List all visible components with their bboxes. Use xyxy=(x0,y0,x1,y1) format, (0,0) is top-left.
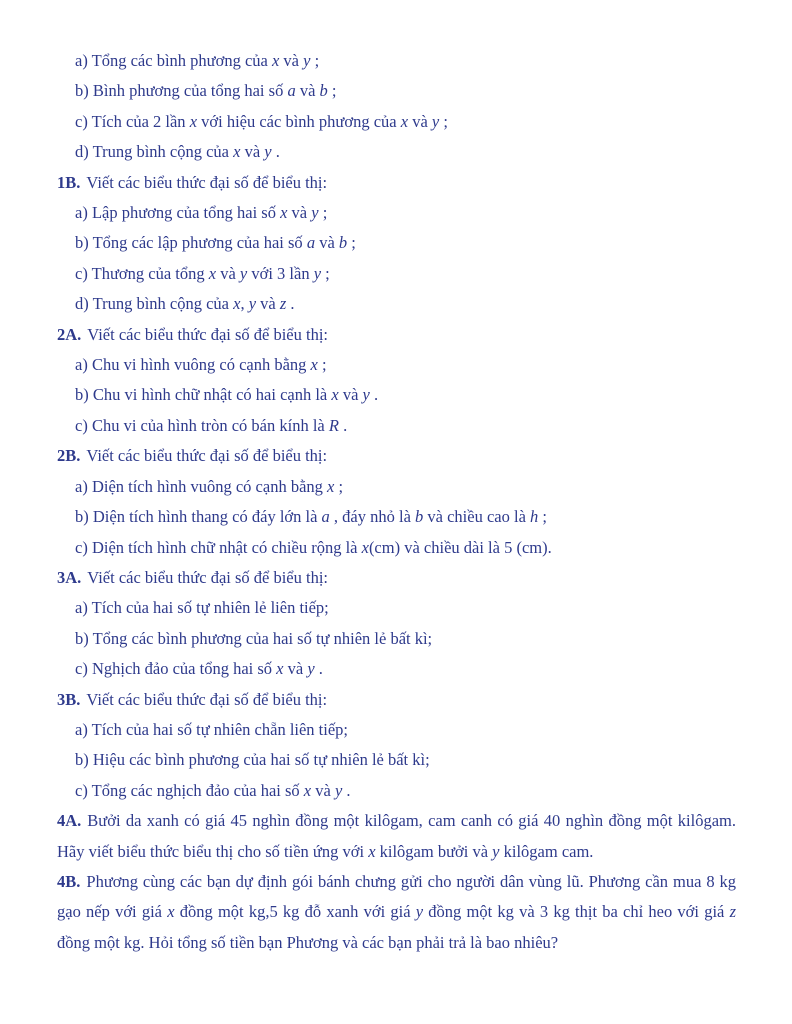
list-item: b) Tổng các bình phương của hai số tự nhiên lẻ bất kì; xyxy=(75,628,433,648)
exercise-prompt: Viết các biểu thức đại số để biểu thị: xyxy=(86,172,328,192)
list-item: d) Trung bình cộng của x và y . xyxy=(75,142,280,162)
list-item: a) Tổng các bình phương của x và y ; xyxy=(75,51,320,70)
exercise-heading xyxy=(57,685,736,715)
list-item: c) Nghịch đảo của tổng hai số x và y . xyxy=(75,659,323,679)
list-item: c) Thương của tổng x và y với 3 lần y ; xyxy=(75,263,330,283)
exercise-4A xyxy=(57,806,736,867)
exercise-label: 2B. xyxy=(57,446,81,466)
list-item: d) Trung bình cộng của x, y và z . xyxy=(75,294,295,314)
exercise-prompt: Viết các biểu thức đại số để biểu thị: xyxy=(86,446,328,466)
list-item: a) Chu vi hình vuông có cạnh bằng x ; xyxy=(75,355,327,375)
exercise-4B xyxy=(57,867,736,958)
exercise-3B xyxy=(57,685,736,807)
list-item: b) Chu vi hình chữ nhật có hai cạnh là x và y . xyxy=(75,385,379,405)
exercise-2B xyxy=(57,441,736,563)
exercise-label: 1B. xyxy=(57,172,81,192)
exercise-1A-continuation xyxy=(57,46,736,168)
exercise-1B xyxy=(57,168,736,320)
exercise-label: 4B. xyxy=(57,871,81,891)
list-item: c) Diện tích hình chữ nhật có chiều rộng là x(cm) và chiều dài là 5 (cm). xyxy=(75,537,552,557)
exercise-paragraph xyxy=(57,867,736,958)
exercise-text: Phương cùng các bạn dự định gói bánh chưng gửi cho người dân vùng lũ. Phương cần mua 8 kg gạo nếp với giá x đồng một kg,5 kg đỗ xanh với giá y đồng một kg và 3 kg thịt ba chỉ heo với giá z đồng một kg. Hỏi tổng số tiền bạn Phương và các bạn phải trả là bao nhiêu? xyxy=(57,871,736,952)
list-item: a) Diện tích hình vuông có cạnh bằng x ; xyxy=(75,476,344,496)
list-item: b) Hiệu các bình phương của hai số tự nhiên lẻ bất kì; xyxy=(75,750,430,770)
exercise-prompt: Viết các biểu thức đại số để biểu thị: xyxy=(87,567,329,587)
list-item: c) Tổng các nghịch đảo của hai số x và y . xyxy=(75,780,351,800)
exercise-label: 3A. xyxy=(57,567,82,587)
exercise-heading xyxy=(57,563,736,593)
list-item: c) Chu vi của hình tròn có bán kính là R . xyxy=(75,415,348,435)
list-item: a) Tích của hai số tự nhiên lẻ liên tiếp; xyxy=(75,598,329,618)
list-item: b) Bình phương của tổng hai số a và b ; xyxy=(75,81,337,101)
exercise-label: 3B. xyxy=(57,689,81,709)
exercise-3A xyxy=(57,563,736,685)
exercise-label: 4A. xyxy=(57,811,82,831)
exercise-paragraph xyxy=(57,806,736,867)
exercise-prompt: Viết các biểu thức đại số để biểu thị: xyxy=(86,689,328,709)
exercise-text: Bưởi da xanh có giá 45 nghìn đồng một kilôgam, cam canh có giá 40 nghìn đồng một kilôgam. Hãy viết biểu thức biểu thị cho số tiền ứng với x kilôgam bưởi và y kilôgam cam. xyxy=(57,811,736,861)
list-item: b) Tổng các lập phương của hai số a và b ; xyxy=(75,233,356,253)
exercise-heading xyxy=(57,320,736,350)
exercise-2A xyxy=(57,320,736,442)
exercise-heading xyxy=(57,441,736,471)
list-item: a) Lập phương của tổng hai số x và y ; xyxy=(75,203,328,223)
exercise-prompt: Viết các biểu thức đại số để biểu thị: xyxy=(87,324,329,344)
exercise-heading xyxy=(57,168,736,198)
list-item: b) Diện tích hình thang có đáy lớn là a , đáy nhỏ là b và chiều cao là h ; xyxy=(75,507,547,527)
list-item: a) Tích của hai số tự nhiên chẵn liên tiếp; xyxy=(75,719,349,739)
list-item: c) Tích của 2 lần x với hiệu các bình phương của x và y ; xyxy=(75,111,448,131)
exercise-label: 2A. xyxy=(57,324,82,344)
